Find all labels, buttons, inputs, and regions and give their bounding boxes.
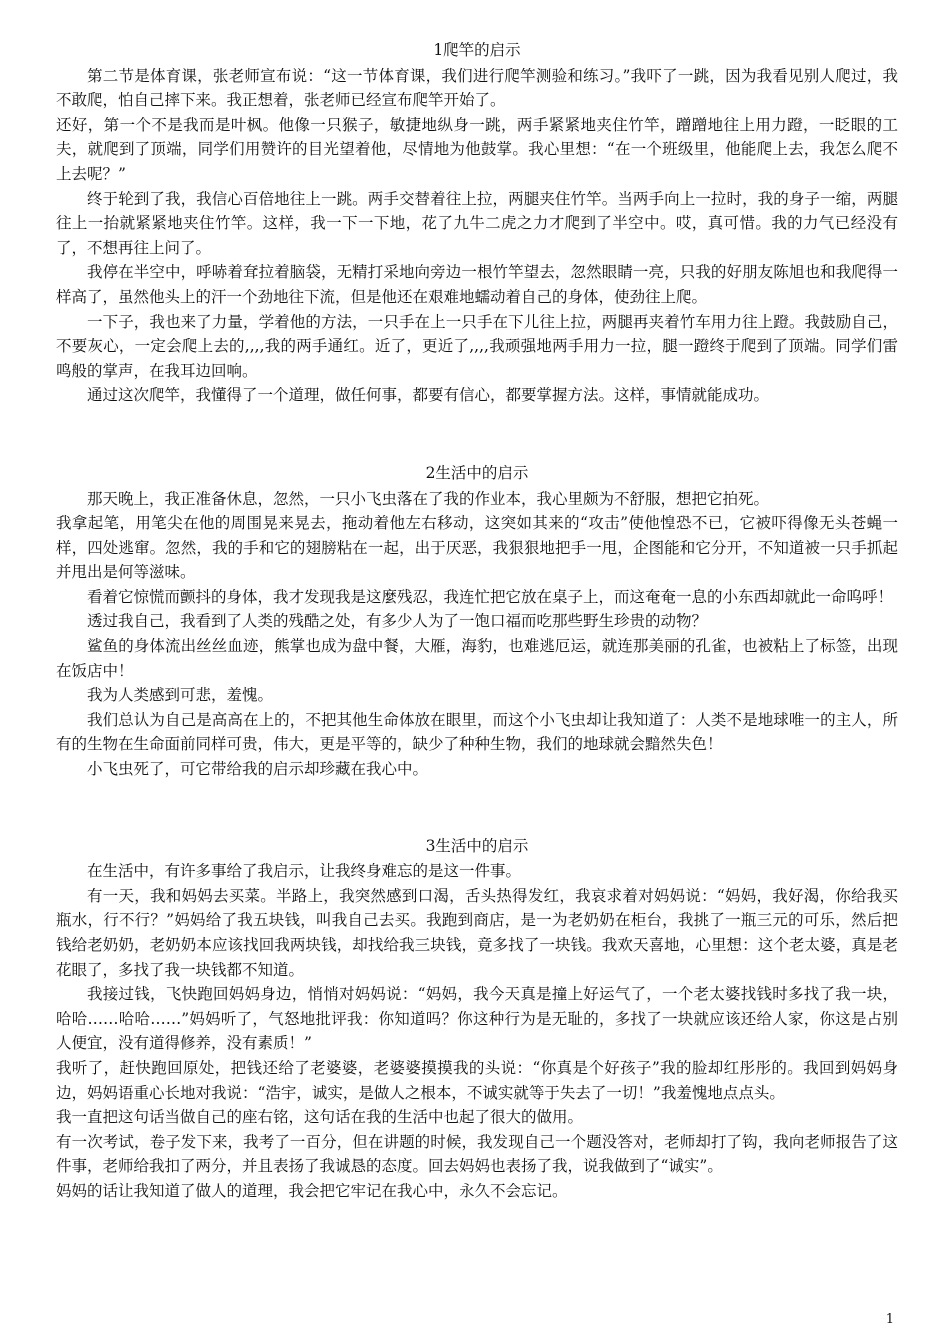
paragraph: 我为人类感到可悲，羞愧。 — [87, 686, 274, 705]
paragraph: 我拿起笔，用笔尖在他的周围晃来晃去，拖动着他左右移动，这突如其来的“攻击”使他惶恐不已，它被吓得像无头苍蝇一样，四处逃窜。忽然，我的手和它的翅膀粘在一起，出于厌恶，我狠狠地把手一甩，企图能和它分开，不知道被一只手抓起并甩出是何等滋味。 — [56, 514, 898, 582]
section-title: 2生活中的启示 — [425, 463, 529, 482]
section-title: 3生活中的启示 — [425, 836, 529, 855]
paragraph: 妈妈的话让我知道了做人的道理，我会把它牢记在我心中，永久不会忘记。 — [56, 1181, 568, 1200]
paragraph: 有一天，我和妈妈去买菜。半路上，我突然感到口渴，舌头热得发红，我哀求着对妈妈说：“妈妈，我好渴，你给我买瓶水，行不行？”妈妈给了我五块钱，叫我自己去买。我跑到商店，是一为老奶奶在柜台，我挑了一瓶三元的可乐，然后把钱给老奶奶，老奶奶本应该找回我两块钱，却找给我三块钱，竟多找了一块钱。我欢天喜地，心里想：这个老太婆，真是老花眼了，多找了我一块钱都不知道。 — [56, 886, 898, 979]
section-spacer — [56, 408, 898, 461]
paragraph: 我们总认为自己是高高在上的，不把其他生命体放在眼里，而这个小飞虫却让我知道了：人类不是地球唯一的主人，所有的生物在生命面前同样可贵，伟大，更是平等的，缺少了种种生物，我们的地球就会黯然失色！ — [56, 710, 898, 754]
paragraph: 鲨鱼的身体流出丝丝血迹，熊掌也成为盘中餐，大雁，海豹，也难逃厄运，就连那美丽的孔雀，也被粘上了标签，出现在饭店中！ — [56, 637, 898, 680]
section-spacer — [56, 782, 898, 834]
paragraph: 有一次考试，卷子发下来，我考了一百分，但在讲题的时候，我发现自己一个题没答对，老师却打了钩，我向老师报告了这件事，老师给我扣了两分，并且表扬了我诚恳的态度。回去妈妈也表扬了我，说我做到了“诚实”。 — [56, 1132, 898, 1176]
paragraph: 小飞虫死了，可它带给我的启示却珍藏在我心中。 — [87, 760, 429, 779]
section-1 — [56, 38, 898, 408]
paragraph: 看着它惊慌而颤抖的身体，我才发现我是这麼残忍，我连忙把它放在桌子上，而这奄奄一息的小东西却就此一命呜呼！ — [87, 587, 894, 606]
paragraph: 我一直把这句话当做自己的座右铭，这句话在我的生活中也起了很大的做用。 — [56, 1108, 584, 1127]
paragraph: 在生活中，有许多事给了我启示，让我终身难忘的是这一件事。 — [87, 862, 522, 881]
paragraph: 我听了，赶快跑回原处，把钱还给了老婆婆，老婆婆摸摸我的头说：“你真是个好孩子”我的脸却红彤彤的。我回到妈妈身边，妈妈语重心长地对我说：“浩宇，诚实，是做人之根本，不诚实就等于失去了一切！”我羞愧地点点头。 — [56, 1058, 898, 1102]
paragraph: 终于轮到了我，我信心百倍地往上一跳。两手交替着往上拉，两腿夹住竹竿。当两手向上一拉时，我的身子一缩，两腿往上一抬就紧紧地夹住竹竿。这样，我一下一下地，花了九牛二虎之力才爬到了半空中。哎，真可惜。我的力气已经没有了，不想再往上问了。 — [56, 189, 898, 257]
paragraph: 我停在半空中，呼哧着耷拉着脑袋，无精打采地向旁边一根竹竿望去，忽然眼睛一亮，只我的好朋友陈旭也和我爬得一样高了，虽然他头上的汗一个劲地往下流，但是他还在艰难地蠕动着自己的身体，使劲往上爬。 — [56, 263, 898, 306]
paragraph: 通过这次爬竿，我懂得了一个道理，做任何事，都要有信心，都要掌握方法。这样，事情就能成功。 — [87, 386, 770, 405]
paragraph: 透过我自己，我看到了人类的残酷之处，有多少人为了一饱口福而吃那些野生珍贵的动物？ — [87, 612, 708, 631]
section-2 — [56, 461, 898, 782]
document-page — [56, 38, 898, 1204]
section-title: 1爬竿的启示 — [433, 41, 521, 59]
page-number: 1 — [885, 1312, 894, 1327]
paragraph: 第二节是体育课，张老师宣布说：“这一节体育课，我们进行爬竿测验和练习。”我吓了一跳，因为我看见别人爬过，我不敢爬，怕自己摔下来。我正想着，张老师已经宣布爬竿开始了。 — [56, 66, 898, 110]
section-3 — [56, 834, 898, 1204]
paragraph: 还好，第一个不是我而是叶枫。他像一只猴子，敏捷地纵身一跳，两手紧紧地夹住竹竿，蹭蹭地往上用力蹬，一眨眼的工夫，就爬到了顶端，同学们用赞许的目光望着他，尽情地为他鼓掌。我心里想：“在一个班级里，他能爬上去，我怎么爬不上去呢？” — [56, 115, 898, 183]
paragraph: 一下子，我也来了力量，学着他的方法，一只手在上一只手在下儿往上拉，两腿再夹着竹车用力往上蹬。我鼓励自己，不要灰心，一定会爬上去的,,,,我的两手通红。近了，更近了,,,,我顽强地两手用力一拉，腿一蹬终于爬到了顶端。同学们雷鸣般的掌声，在我耳边回响。 — [56, 312, 898, 380]
paragraph: 我接过钱，飞快跑回妈妈身边，悄悄对妈妈说：“妈妈，我今天真是撞上好运气了，一个老太婆找钱时多找了我一块，哈哈……哈哈……”妈妈听了，气怒地批评我：你知道吗？你这种行为是无耻的，多找了一块就应该还给人家，你这是占别人便宜，没有道得修养，没有素质！” — [56, 985, 898, 1053]
paragraph: 那天晚上，我正准备休息，忽然，一只小飞虫落在了我的作业本，我心里颇为不舒服，想把它拍死。 — [87, 489, 770, 508]
